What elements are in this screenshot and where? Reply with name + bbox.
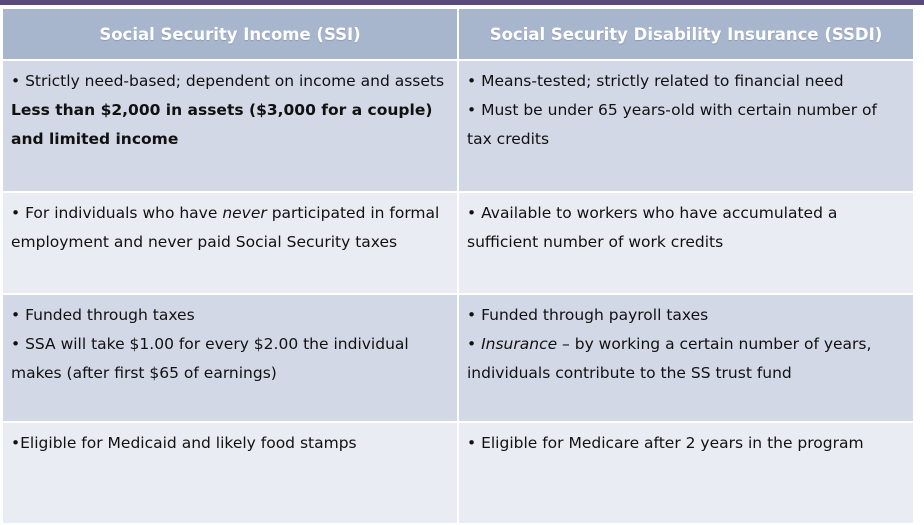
ssdi-medicare-text: • Eligible for Medicare after 2 years in the program	[467, 434, 864, 452]
ssi-cell-employment	[3, 192, 458, 294]
ssdi-means-tested-text: • Means-tested; strictly related to financial need	[467, 72, 844, 90]
ssi-cell-health-benefits	[3, 422, 458, 524]
table-row-funding	[3, 294, 913, 422]
table-row-health-benefits	[3, 422, 913, 524]
header-ssi: Social Security Income (SSI)	[3, 9, 458, 60]
header-ssdi: Social Security Disability Insurance (SSDI)	[458, 9, 913, 60]
ssdi-funding-text: • Funded through payroll taxes	[467, 306, 709, 324]
ssi-offset-text: • SSA will take $1.00 for every $2.00 the individual makes (after first $65 of earnings)	[11, 335, 409, 382]
ssdi-cell-employment	[458, 192, 913, 294]
slide-frame	[0, 5, 924, 518]
ssi-cell-funding	[3, 294, 458, 422]
comparison-table	[3, 9, 913, 525]
ssi-employment-pre: • For individuals who have	[11, 204, 223, 222]
ssdi-insurance-emphasis: Insurance	[481, 335, 558, 353]
ssdi-insurance-text	[467, 330, 905, 388]
table-row-eligibility	[3, 60, 913, 192]
ssi-cell-eligibility	[3, 60, 458, 192]
ssi-employment-emphasis: never	[222, 204, 267, 222]
ssi-need-based-text: • Strictly need-based; dependent on income and assets	[11, 72, 445, 90]
ssi-medicaid-text: •Eligible for Medicaid and likely food stamps	[11, 434, 357, 452]
ssdi-cell-eligibility	[458, 60, 913, 192]
ssdi-cell-health-benefits	[458, 422, 913, 524]
ssdi-insurance-post: – by working a certain number of years, individuals contribute to the SS trust fund	[467, 335, 872, 382]
ssi-funding-text: • Funded through taxes	[11, 306, 195, 324]
table-row-employment	[3, 192, 913, 294]
header-row	[3, 9, 913, 60]
ssi-employment-text	[11, 199, 449, 257]
ssdi-age-requirement-text: • Must be under 65 years-old with certain number of tax credits	[467, 101, 877, 148]
ssdi-insurance-pre: •	[467, 335, 482, 353]
ssdi-work-credits-text: • Available to workers who have accumulated a sufficient number of work credits	[467, 204, 838, 251]
ssi-asset-limit-text: Less than $2,000 in assets ($3,000 for a couple) and limited income	[11, 101, 433, 148]
ssdi-cell-funding	[458, 294, 913, 422]
ssi-employment-post: participated in formal employment and never paid Social Security taxes	[11, 204, 440, 251]
